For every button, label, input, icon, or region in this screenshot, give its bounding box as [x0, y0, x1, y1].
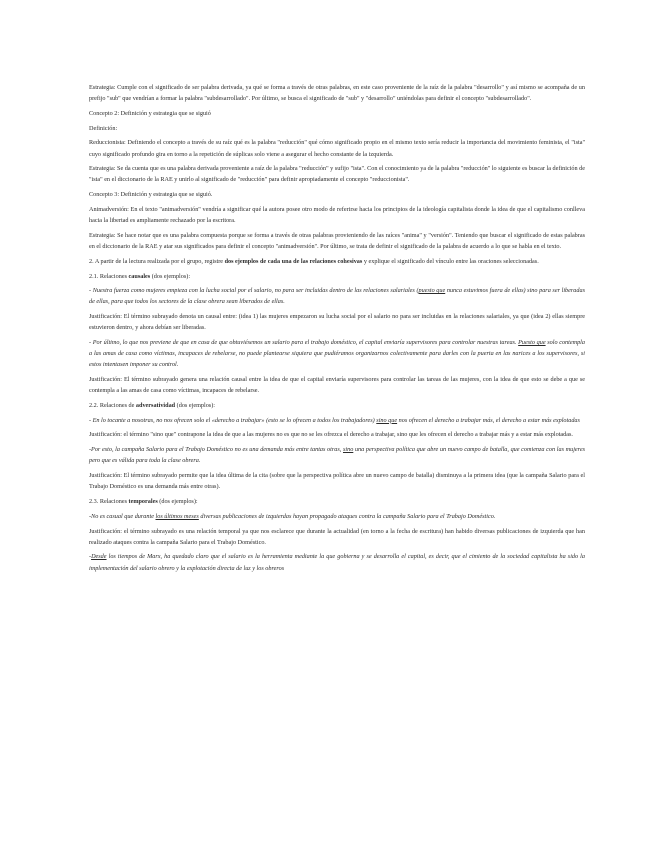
text-run: y explique el significado del vínculo entre las oraciones seleccionadas.: [362, 257, 539, 265]
text-run: Justificación: El término subrayado genera una relación causal entre la idea de que el capital enviaría supervisores para controlar las tareas de las mujeres, con la idea de que esto se debe a que se contempla a las amas de casa como víctimas, incapaces de rebelarse.: [89, 376, 585, 395]
styled-text: nos ofrecen el derecho a trabajar más, el derecho a estar más explotadas: [397, 416, 580, 424]
paragraph: [89, 337, 585, 370]
paragraph: [89, 429, 585, 440]
paragraph: [89, 551, 585, 573]
text-run: Animadversión: En el texto "animadversión" vendría a significar qué la autora posee otro modo de referirse hacia los principios de la ideología capitalista donde la idea de que el capitalismo conlleva hacia la libertad es ampliamente rechazado por la escritora.: [89, 205, 585, 225]
styled-text: dos ejemplos de cada una de las relaciones cohesivas: [224, 257, 363, 265]
text-run: Concepto 2: Definición y estrategia que se siguió: [89, 109, 211, 117]
text-run: Justificación: el término subrayado es una relación temporal ya que nos esclarece que durante la actualidad (en torno a la fecha de escritura) han habido diversas publicaciones de izquierda que han realizado ataques contra la campaña Salario para el Trabajo Doméstico.: [89, 527, 585, 546]
text-run: 2.3. Relaciones: [89, 497, 129, 505]
text-run: Justificación: El término subrayado permite que la idea última de la cita (sobre que la perspectiva política abre un nuevo campo de batalla) disminuya a la primera idea (que la campaña Salario para el Trabajo Doméstico es una demanda más entre otras).: [89, 472, 585, 491]
styled-text: solo contempla a las amas de casa como víctimas, incapaces de rebelarse, no puede plantearse siquiera que pudiéramos organizarnos colectivamente para darles con la puerta en las narices a los supervisores, si estos intentasen imponer su control.: [89, 339, 585, 369]
styled-text: -: [89, 553, 92, 561]
paragraph: [89, 526, 585, 548]
styled-text: temporales: [128, 497, 158, 505]
text-run: Estrategia: Se da cuenta que es una palabra derivada proveniente a raíz de la palabra "reducción" y sufijo "ista". Con el conocimiento ya de la palabra "reducción" lo siguiente es buscar la definición de "ista" en el diccionario de la RAE y unirlo al significado de "reducción" para definir apropiadamente el concepto "reduccionista".: [89, 165, 585, 184]
paragraph: [89, 444, 585, 466]
paragraph: [89, 374, 585, 396]
paragraph: [89, 415, 585, 426]
styled-text: una perspectiva política que abre un nuevo campo de batalla, que comienza con las mujeres pero que es válida para toda la clase obrera.: [89, 446, 585, 465]
styled-text: Puesto que: [518, 339, 546, 347]
paragraph: [89, 108, 585, 119]
paragraph: [89, 496, 585, 507]
styled-text: -No es casual que durante: [89, 512, 156, 520]
styled-text: puesto que: [418, 287, 446, 295]
styled-text: Desde: [91, 553, 107, 561]
text-run: (dos ejemplos):: [175, 401, 215, 409]
styled-text: - Por último, lo que nos previene de que en casa de que obtuviésemos un salario para el trabajo doméstico, el capital enviaría supervisores para controlar nuestras tareas.: [89, 339, 519, 347]
text-run: Concepto 3: Definición y estrategia que se siguió.: [89, 191, 213, 199]
paragraph: [89, 82, 585, 104]
paragraph: [89, 311, 585, 333]
text-run: 2.1. Relaciones: [89, 272, 129, 280]
paragraph: [89, 470, 585, 492]
styled-text: adversatividad: [135, 401, 176, 409]
text-run: Estrategia: Cumple con el significado de ser palabra derivada, ya qué se forma a través de otras palabras, en este caso proveniente de la raíz de la palabra "desarrollo" y así mismo se acompaña de un prefijo "sub" que vendrían a formar la palabra "subdesarrollado". Por último, se busca el significado de "sub" y "desarrollo" uniéndolas para definir el concepto "subdesarrollado".: [89, 84, 585, 103]
styled-text: sino: [342, 446, 354, 454]
styled-text: - En lo tocante a nosotras, no nos ofrecen solo el «derecho a trabajar» (esto se lo ofrecen a todos los trabajadores): [89, 416, 377, 424]
text-run: Justificación: El término subrayado denota un causal entre: (idea 1) las mujeres empezaron su lucha social por el salario no para ser incluidas en la relaciones salariales, ya que (idea 2) ellas siempre estuvieron dentro, y ahora debían ser liberadas.: [89, 313, 585, 332]
text-run: 2.2. Relaciones de: [89, 401, 136, 409]
styled-text: diversas publicaciones de izquierdas hayan propagado ataques contra la campaña Salario para el Trabajo Doméstico.: [198, 512, 496, 520]
paragraph: [89, 123, 585, 134]
paragraph: [89, 400, 585, 411]
paragraph: [89, 511, 585, 522]
styled-text: -Por esto, la campaña Salario para el Trabajo Doméstico no es una demanda más entre tantas otras,: [89, 446, 343, 454]
paragraph: [89, 137, 585, 159]
paragraph: [89, 271, 585, 282]
paragraph: [89, 256, 585, 267]
styled-text: causales: [128, 272, 151, 280]
paragraph: [89, 189, 585, 200]
text-run: Reduccionista: Definiendo el concepto a través de su raíz qué es la palabra "reducción" qué cómo significado propio en el mismo texto sería reducir la importancia del movimiento feminista, el "ista" cuyo significado profundo gira en torno a la repetición de súplicas solo viene a asegurar el hecho constante de la izquierda.: [89, 139, 585, 158]
paragraph: [89, 230, 585, 252]
styled-text: los tiempos de Marx, ha quedado claro que el salario es la herramienta mediante la que gobierna y se desarrolla el capital, es decir, que el cimiento de la sociedad capitalista ha sido la implementación del salario obrero y la explotación directa de luz y los obreros: [89, 553, 585, 572]
styled-text: nunca estuvimos fuera de ellas) sino para ser liberadas de ellas, para que todos los sectores de la clase obrera sean liberados de ellas.: [89, 287, 585, 306]
text-run: Estrategia: Se hace notar que es una palabra compuesta porque se forma a través de otras palabras provieniendo de las raíces "anima" y "versión". Teniendo que buscar el significado de estas palabras en el diccionario de la RAE y atar sus significados para definir el concepto "animadversión". Por último, se trata de definir el significado de la palabra de acuerdo a lo que se habla en el texto.: [89, 231, 585, 250]
text-run: Definición:: [89, 124, 118, 132]
paragraph: [89, 285, 585, 307]
styled-text: los últimos meses: [155, 512, 199, 520]
text-run: (dos ejemplos):: [150, 272, 191, 280]
paragraph: [89, 204, 585, 226]
text-run: 2. A partir de la lectura realizada por el grupo, registre: [89, 257, 225, 265]
text-run: (dos ejemplos):: [157, 497, 198, 505]
paragraph: [89, 163, 585, 185]
styled-text: - Nuestra fuerza como mujeres empieza con la lucha social por el salario, no para ser incluidas dentro de las relaciones salariales (: [89, 287, 419, 295]
styled-text: sino que: [376, 416, 398, 424]
text-run: Justificación: el término "sino que" contrapone la idea de que a las mujeres no es que no se les ofrezca el derecho a trabajar, sino que les ofrecen el derecho a trabajar más y a estar más explotadas.: [89, 431, 573, 439]
